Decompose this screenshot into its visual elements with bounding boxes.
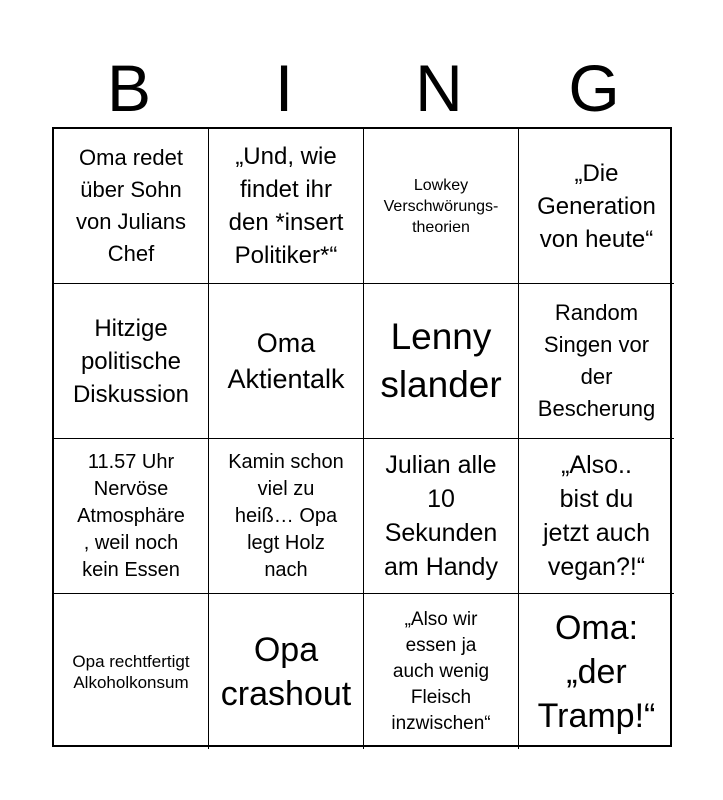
bingo-cell[interactable]: Random Singen vor der Bescherung <box>519 284 674 439</box>
bingo-grid <box>52 127 672 747</box>
bingo-cell[interactable]: Julian alle 10 Sekunden am Handy <box>364 439 519 594</box>
bingo-cell[interactable]: Kamin schon viel zu heiß… Opa legt Holz nach <box>209 439 364 594</box>
bingo-cell[interactable]: Lowkey Verschwörungs- theorien <box>364 129 519 284</box>
bingo-header <box>52 50 672 126</box>
bingo-cell[interactable]: „Also wir essen ja auch wenig Fleisch inzwischen“ <box>364 594 519 749</box>
header-letter-b: B <box>106 51 152 125</box>
bingo-cell[interactable]: „Also.. bist du jetzt auch vegan?!“ <box>519 439 674 594</box>
bingo-cell[interactable]: Oma Aktientalk <box>209 284 364 439</box>
header-letter-g: G <box>568 51 620 125</box>
bingo-cell[interactable]: Opa rechtfertigt Alkoholkonsum <box>54 594 209 749</box>
header-letter-n: N <box>415 51 463 125</box>
bingo-cell[interactable]: Lenny slander <box>364 284 519 439</box>
bingo-cell[interactable]: „Die Generation von heute“ <box>519 129 674 284</box>
bingo-cell[interactable]: „Und, wie findet ihr den *insert Politiker*“ <box>209 129 364 284</box>
bingo-cell[interactable]: 11.57 Uhr Nervöse Atmosphäre , weil noch kein Essen <box>54 439 209 594</box>
bingo-cell[interactable]: Hitzige politische Diskussion <box>54 284 209 439</box>
bingo-cell[interactable]: Opa crashout <box>209 594 364 749</box>
bingo-cell[interactable]: Oma redet über Sohn von Julians Chef <box>54 129 209 284</box>
bingo-cell[interactable]: Oma: „der Tramp!“ <box>537 608 656 735</box>
header-letter-i: I <box>274 51 294 125</box>
